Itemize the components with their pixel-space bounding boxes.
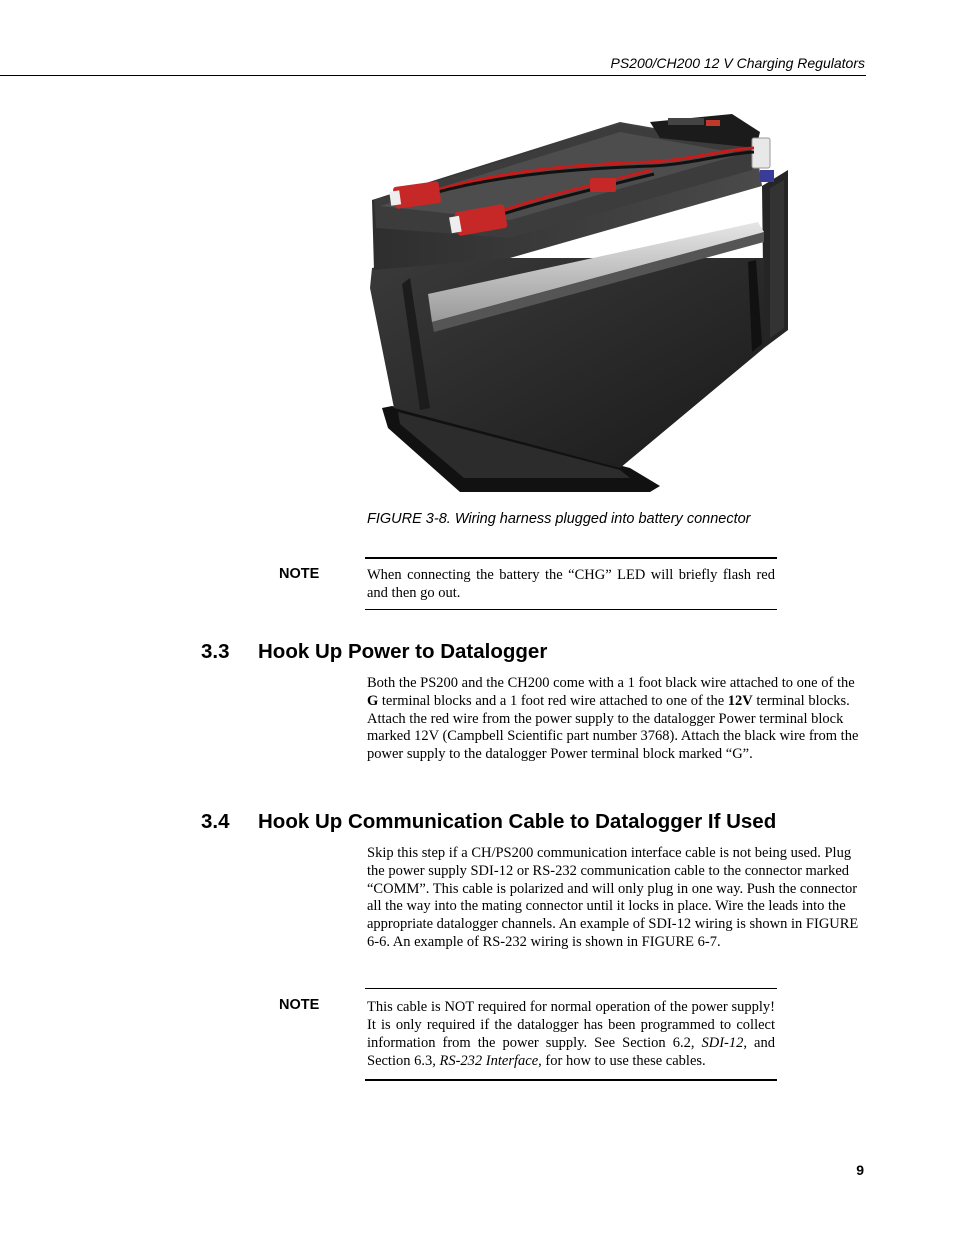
note-label-1: NOTE (279, 566, 320, 582)
running-header-title: PS200/CH200 12 V Charging Regulators (610, 55, 865, 71)
section-heading-3-4 (201, 810, 776, 834)
battery-figure (360, 108, 794, 494)
figure-caption: FIGURE 3-8. Wiring harness plugged into battery connector (367, 511, 751, 527)
note-text-run: , and Section 6.3, (367, 1035, 775, 1069)
note-italic-run: SDI-12 (701, 1035, 744, 1051)
note-label-2: NOTE (279, 997, 320, 1013)
section-body-3-3 (367, 675, 861, 764)
section-number-3-3: 3.3 (201, 640, 230, 663)
body-bold-run: 12V (727, 692, 753, 709)
page-number: 9 (856, 1162, 864, 1178)
header-rule (0, 75, 866, 76)
note-box-1 (365, 557, 777, 610)
note-italic-run: RS-232 Interface (439, 1053, 539, 1069)
body-bold-run: G (367, 692, 379, 709)
section-body-3-4: Skip this step if a CH/PS200 communication interface cable is not being used. Plug the power supply SDI-12 or RS-232 communication cable to the connector marked “COMM”. This cable is polarized and will only plug in one way. Push the connector all the way into the mating connector until it locks in place. Wire the leads into the appropriate datalogger channels. An example of SDI-12 wiring is shown in FIGURE 6-6. An example of RS-232 wiring is shown in FIGURE 6-7. (367, 845, 859, 950)
body-text-run: terminal blocks. Attach the red wire from the power supply to the datalogger Power terminal block marked 12V (Campbell Scientific part number 3768). Attach the black wire from the power supply to the datalogger Power terminal block marked “G”. (367, 692, 859, 763)
note-box-2 (365, 988, 777, 1081)
section-title-3-4: Hook Up Communication Cable to Datalogger If Used (258, 810, 777, 833)
note-text-run: , for how to use these cables. (538, 1053, 706, 1069)
section-number-3-4: 3.4 (201, 810, 230, 833)
section-heading-3-3 (201, 640, 547, 664)
body-text-run: Both the PS200 and the CH200 come with a 1 foot black wire attached to one of the (367, 675, 855, 691)
note-text-run: This cable is NOT required for normal operation of the power supply! It is only required if the datalogger has been programmed to collect information from the power supply. See Section 6.2, (367, 999, 775, 1051)
section-title-3-3: Hook Up Power to Datalogger (258, 640, 548, 663)
battery-illustration (360, 108, 794, 494)
body-text-run: terminal blocks and a 1 foot red wire attached to one of the (378, 692, 728, 709)
note-text-1: When connecting the battery the “CHG” LED will briefly flash red and then go out. (367, 567, 775, 601)
